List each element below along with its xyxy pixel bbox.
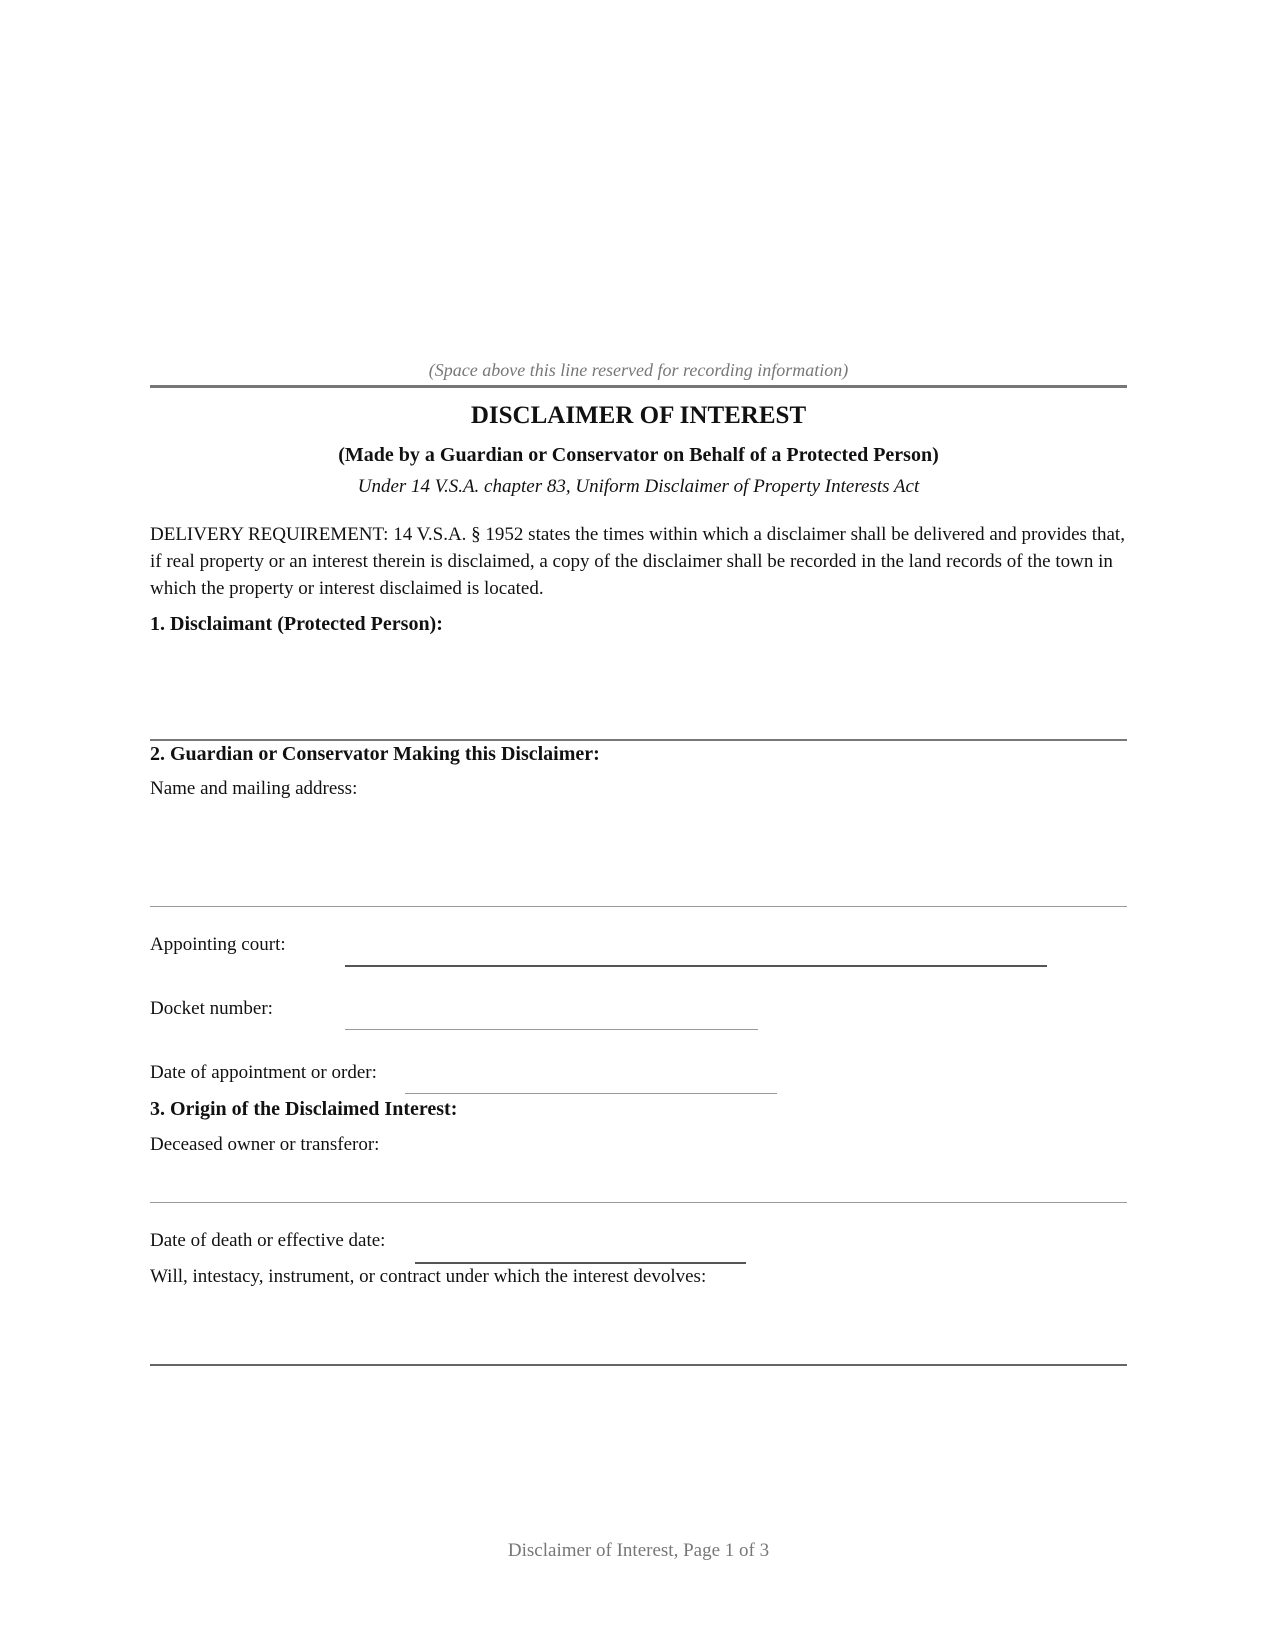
instrument-label: Will, intestacy, instrument, or contract under which the interest devolves: xyxy=(150,1266,707,1287)
delivery-requirement: DELIVERY REQUIREMENT: 14 V.S.A. § 1952 states the times within which a disclaimer shall be delivered and provides that, if real property or an interest therein is disclaimed, a copy of the disclaimer shall be recorded in the land records of the town in which the property or interest disclaimed is located. xyxy=(150,524,1125,599)
date-of-death-label: Date of death or effective date: xyxy=(150,1230,386,1251)
deceased-owner-label: Deceased owner or transferor: xyxy=(150,1134,380,1155)
document-title: DISCLAIMER OF INTEREST xyxy=(470,402,807,429)
docket-number-field-line[interactable] xyxy=(345,1029,758,1030)
appointing-court-label: Appointing court: xyxy=(150,934,286,955)
name-address-label: Name and mailing address: xyxy=(150,778,358,799)
name-address-field-line[interactable] xyxy=(150,906,1127,907)
section-3-heading: 3. Origin of the Disclaimed Interest: xyxy=(150,1098,458,1120)
deceased-owner-field-line[interactable] xyxy=(150,1202,1127,1203)
section-2-heading: 2. Guardian or Conservator Making this Disclaimer: xyxy=(150,743,600,765)
disclaimant-field-line[interactable] xyxy=(150,739,1127,741)
appointing-court-field-line[interactable] xyxy=(345,965,1047,967)
page-footer: Disclaimer of Interest, Page 1 of 3 xyxy=(507,1540,770,1561)
recording-divider xyxy=(150,385,1127,388)
date-appointment-label: Date of appointment or order: xyxy=(150,1062,377,1083)
section-1-heading: 1. Disclaimant (Protected Person): xyxy=(150,613,443,635)
docket-number-label: Docket number: xyxy=(150,998,273,1019)
recording-space-note: (Space above this line reserved for recording information) xyxy=(428,360,849,380)
date-of-death-field-line[interactable] xyxy=(415,1262,746,1264)
statute-reference: Under 14 V.S.A. chapter 83, Uniform Disclaimer of Property Interests Act xyxy=(357,476,920,497)
document-subtitle: (Made by a Guardian or Conservator on Behalf of a Protected Person) xyxy=(338,444,939,466)
instrument-field-line[interactable] xyxy=(150,1364,1127,1366)
date-appointment-field-line[interactable] xyxy=(405,1093,777,1094)
